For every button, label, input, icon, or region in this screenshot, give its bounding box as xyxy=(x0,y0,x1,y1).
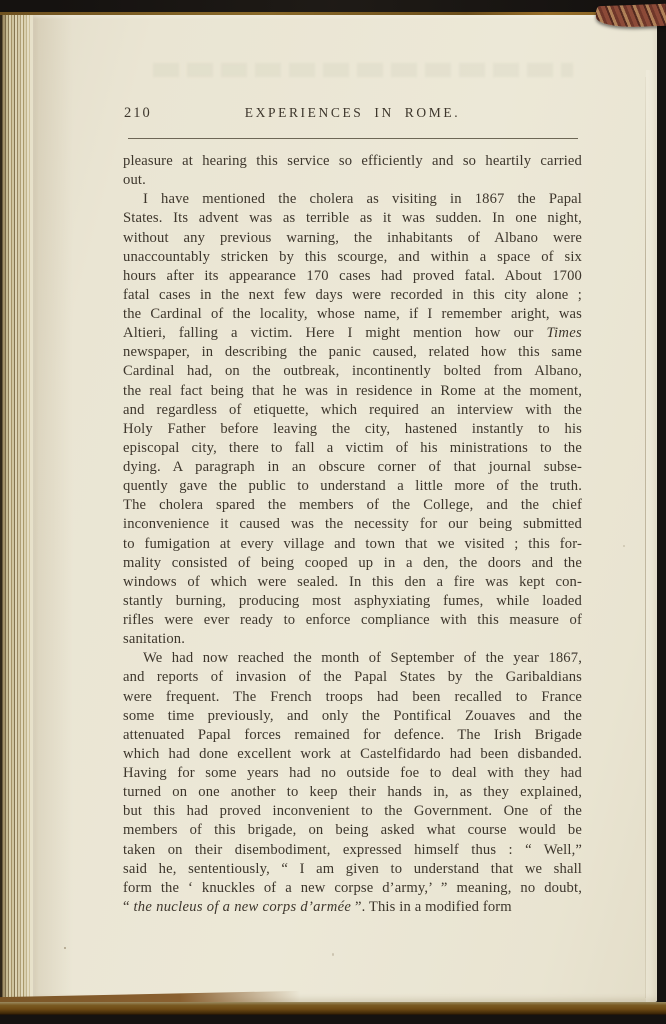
text-segment: inconvenience it caused was the necessity for our being submitted xyxy=(123,516,582,533)
text-line xyxy=(123,343,582,362)
text-segment: said he, sententiously, “ I am given to understand that we shall xyxy=(123,860,582,877)
text-segment: windows of which were sealed. In this den a fire was kept con- xyxy=(123,573,582,590)
text-line xyxy=(123,592,582,611)
body-text xyxy=(123,152,582,917)
text-segment: quently gave the public to understand a little more of the truth. xyxy=(123,478,582,495)
text-segment: to fumigation at every village and town that we visited ; this for- xyxy=(123,535,582,552)
text-line xyxy=(123,458,582,477)
text-line xyxy=(123,229,582,248)
foxing-speck xyxy=(64,947,66,949)
text-segment: were frequent. The French troops had been recalled to France xyxy=(123,688,582,705)
text-segment: the Cardinal of the locality, whose name, if I remember aright, was xyxy=(123,306,582,322)
text-line xyxy=(123,382,582,401)
page-edge-stack xyxy=(0,15,33,1003)
text-segment: “ xyxy=(123,898,134,915)
text-segment: States. Its advent was as terrible as it was sudden. In one night, xyxy=(123,210,582,227)
text-segment: but this had proved inconvenient to the Government. One of the xyxy=(123,803,582,820)
text-segment: Holy Father before leaving the city, hastened instantly to his xyxy=(123,420,582,437)
italic-segment: the nucleus of a new corps d’armée xyxy=(133,898,352,915)
header-rule xyxy=(128,138,578,139)
text-line xyxy=(123,630,582,649)
page-crease-line xyxy=(645,77,646,998)
text-line xyxy=(123,898,582,917)
text-line xyxy=(123,362,582,381)
italic-segment: Times xyxy=(546,325,582,342)
text-line xyxy=(123,707,582,726)
foxing-speck xyxy=(332,953,334,956)
running-head-title: EXPERIENCES IN ROME. xyxy=(244,105,461,120)
text-line xyxy=(123,879,582,898)
text-line xyxy=(123,267,582,286)
text-line xyxy=(123,554,582,573)
text-segment: taken on their disembodiment, expressed himself thus : “ Well,” xyxy=(123,841,582,858)
text-segment: I have mentioned the cholera as visiting in 1867 the Papal xyxy=(143,191,582,208)
text-line xyxy=(123,726,582,745)
text-line xyxy=(123,649,582,668)
text-segment: some time previously, and only the Pontifical Zouaves and the xyxy=(123,707,582,724)
book-cover-bottom-edge xyxy=(0,1002,666,1015)
text-line xyxy=(123,286,582,305)
text-segment: and regardless of etiquette, which required an interview with the xyxy=(123,401,582,418)
text-line xyxy=(123,477,582,496)
text-segment: We had now reached the month of September of the year 1867, xyxy=(143,650,582,667)
text-segment: out. xyxy=(123,172,146,189)
text-line xyxy=(123,802,582,821)
text-line xyxy=(123,401,582,420)
text-segment: rifles were ever ready to enforce compliance with this measure of xyxy=(123,612,582,628)
text-line xyxy=(123,611,582,630)
text-segment: Altieri, falling a victim. Here I might mention how our xyxy=(123,325,547,342)
text-line xyxy=(123,764,582,783)
text-segment: sanitation. xyxy=(123,631,186,648)
text-segment: ”. This in a modified form xyxy=(351,898,512,915)
text-segment: stantly burning, producing most asphyxiating fumes, while loaded xyxy=(123,592,582,609)
book-page xyxy=(33,15,657,1002)
text-line xyxy=(123,783,582,802)
text-segment: turned on one another to keep their hands in, as they explained, xyxy=(123,784,582,801)
text-segment: episcopal city, there to fall a victim of his ministrations to the xyxy=(123,439,582,456)
text-segment: The cholera spared the members of the College, and the chief xyxy=(123,497,582,514)
text-segment: fatal cases in the next few days were recorded in this city alone ; xyxy=(123,286,582,303)
text-line xyxy=(123,420,582,439)
text-segment: the real fact being that he was in residence in Rome at the moment, xyxy=(123,382,582,399)
text-line xyxy=(123,152,582,171)
text-line xyxy=(123,496,582,515)
page-header xyxy=(123,105,582,123)
verso-show-through xyxy=(153,63,573,77)
next-leaf-edge xyxy=(646,70,657,1002)
text-line xyxy=(123,688,582,707)
text-line xyxy=(123,324,582,343)
text-segment: without any previous warning, the inhabitants of Albano were xyxy=(123,229,582,246)
text-line xyxy=(123,171,582,190)
text-segment: newspaper, in describing the panic caused, related how this same xyxy=(123,344,582,361)
text-segment: dying. A paragraph in an obscure corner of that journal subse- xyxy=(123,459,582,475)
text-segment: which had done excellent work at Castelfidardo had been disbanded. xyxy=(123,745,582,762)
text-segment: and reports of invasion of the Papal States by the Garibaldians xyxy=(123,669,582,686)
text-line xyxy=(123,439,582,458)
text-line xyxy=(123,860,582,879)
text-line xyxy=(123,821,582,840)
text-line xyxy=(123,209,582,228)
text-segment: pleasure at hearing this service so efficiently and so heartily carried xyxy=(123,153,582,169)
text-segment: form the ‘ knuckles of a new corpse d’army,’ ” meaning, no doubt, xyxy=(123,879,582,896)
text-line xyxy=(123,190,582,209)
foxing-speck xyxy=(623,545,625,547)
text-segment: members of this brigade, on being asked what course would be xyxy=(123,822,582,839)
text-segment: unaccountably stricken by this scourge, and within a space of six xyxy=(123,248,582,265)
text-line xyxy=(123,535,582,554)
page-number: 210 xyxy=(124,105,152,121)
text-line xyxy=(123,573,582,592)
text-segment: hours after its appearance 170 cases had proved fatal. About 1700 xyxy=(123,267,582,284)
text-line xyxy=(123,841,582,860)
text-line xyxy=(123,305,582,324)
text-segment: mality consisted of being cooped up in a den, the doors and the xyxy=(123,554,582,571)
text-line xyxy=(123,745,582,764)
text-segment: Cardinal had, on the outbreak, incontinently bolted from Albano, xyxy=(123,363,582,380)
text-line xyxy=(123,668,582,687)
text-segment: Having for some years had no outside foe to deal with they had xyxy=(123,765,582,781)
text-line xyxy=(123,248,582,267)
text-line xyxy=(123,515,582,534)
text-segment: attenuated Papal forces remained for defence. The Irish Brigade xyxy=(123,726,582,743)
